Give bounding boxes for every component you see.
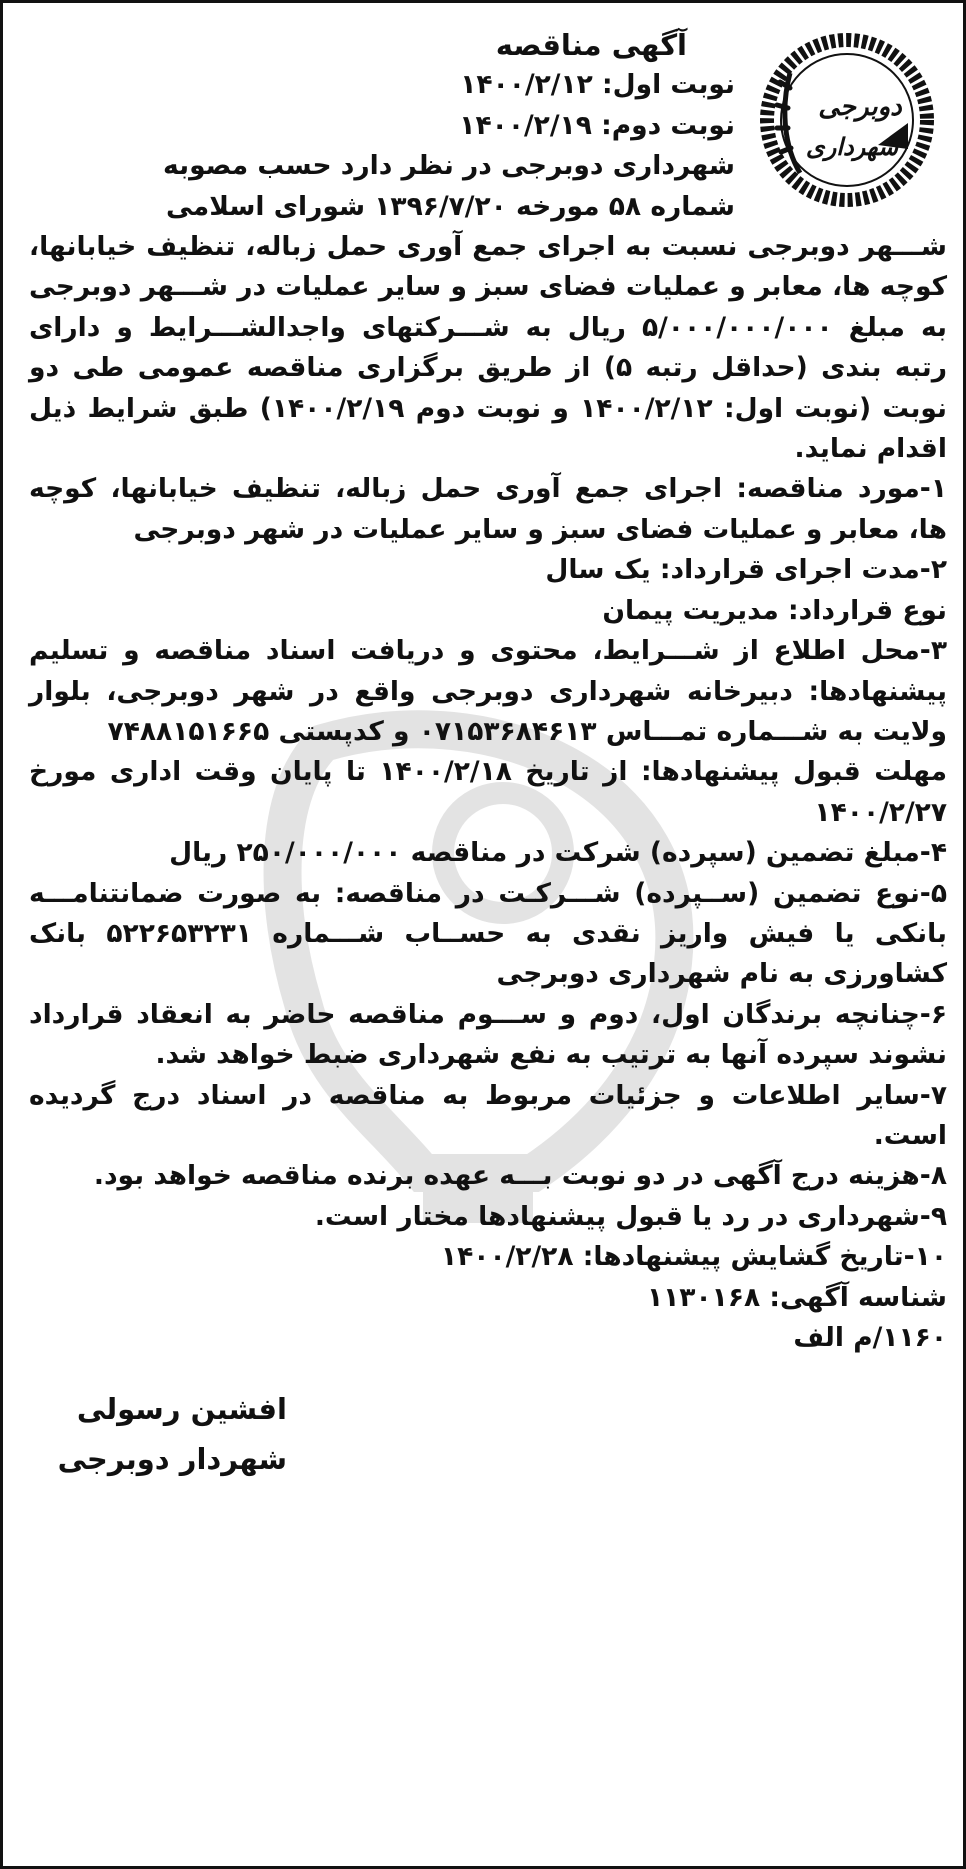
ad-reference: ۱۱۶۰/م الف xyxy=(793,1322,947,1353)
item-1-subject: ۱-مورد مناقصه: اجرای جمع آوری حمل زباله، تنظیف خیابانها، کوچه ها، معابر و عملیات فضای سبز و سایر عملیات در شهر دوبرجی xyxy=(29,473,947,545)
item-10-opening-date: ۱۰-تاریخ گشایش پیشنهادها: ۱۴۰۰/۲/۲۸ xyxy=(440,1241,947,1273)
notice-body xyxy=(29,25,947,1484)
signer-title: شهردار دوبرجی xyxy=(57,1442,287,1477)
first-round-date: نوبت اول: ۱۴۰۰/۲/۱۲ xyxy=(460,69,735,101)
signature-block xyxy=(29,1384,947,1484)
logo-text-bottom: شهرداری xyxy=(805,133,899,161)
item-4-guarantee-amount: ۴-مبلغ تضمین (سپرده) شرکت در مناقصه ۲۵۰/۰۰۰/۰۰۰ ریال xyxy=(169,837,947,869)
signer-name: افشین رسولی xyxy=(76,1392,287,1427)
item-3-documents-location: ۳-محل اطلاع از شـــرایط، محتوی و دریافت اسناد مناقصه و تسلیم پیشنهادها: دبیرخانه شهرداری دوبرجی واقع در شهر دوبرجی، بلوار ولایت به شـــماره تمـــاس ۰۷۱۵۳۶۸۴۶۱۳ و کدپستی ۷۴۸۸۱۵۱۶۶۵ xyxy=(29,635,947,747)
intro-line-1: شهرداری دوبرجی در نظر دارد حسب مصوبه xyxy=(163,150,735,182)
submission-deadline: مهلت قبول پیشنهادها: از تاریخ ۱۴۰۰/۲/۱۸ تا پایان وقت اداری مورخ ۱۴۰۰/۲/۲۷ xyxy=(29,756,947,828)
second-round-date: نوبت دوم: ۱۴۰۰/۲/۱۹ xyxy=(459,109,735,141)
item-7-other-info: ۷-سایر اطلاعات و جزئیات مربوط به مناقصه در اسناد درج گردیده است. xyxy=(29,1079,947,1151)
ad-id: شناسه آگهی: ۱۱۳۰۱۶۸ xyxy=(646,1281,947,1313)
intro-paragraph: شـــهر دوبرجی نسبت به اجرای جمع آوری حمل زباله، تنظیف خیابانها، کوچه ها، معابر و عملیات فضای سبز و سایر عملیات در شـــهر دوبرجی به مبلغ ۵/۰۰۰/۰۰۰/۰۰۰ ریال به شـــرکتهای واجدالشـــرایط و دارای رتبه بندی (حداقل رتبه ۵) از طریق برگزاری مناقصه عمومی طی دو نوبت (نوبت اول: ۱۴۰۰/۲/۱۲ و نوبت دوم ۱۴۰۰/۲/۱۹) طبق شرایط ذیل اقدام نماید. xyxy=(29,231,947,465)
item-6-forfeit-clause: ۶-چنانچه برندگان اول، دوم و ســـوم مناقصه حاضر به انعقاد قرارداد نشوند سپرده آنها به ترتیب به نفع شهرداری ضبط خواهد شد. xyxy=(29,998,947,1071)
item-8-ad-cost: ۸-هزینه درج آگهی در دو نوبت بـــه عهده برنده مناقصه خواهد بود. xyxy=(93,1160,947,1192)
item-5-guarantee-type: ۵-نوع تضمین (ســپرده) شـــرکـت در مناقصه: به صورت ضمانتنامـــه بانکی یا فیش واریز نقدی به حســاب شـــماره ۵۲۲۶۵۳۲۳۱ بانک کشاورزی به نام شهرداری دوبرجی xyxy=(29,877,947,990)
item-9-rejection-right: ۹-شهرداری در رد یا قبول پیشنهادها مختار است. xyxy=(314,1200,947,1232)
logo-text-top: دوبرجی xyxy=(818,92,902,122)
contract-type: نوع قرارداد: مدیریت پیمان xyxy=(602,594,947,626)
intro-line-2: شماره ۵۸ مورخه ۱۳۹۶/۷/۲۰ شورای اسلامی xyxy=(166,190,735,222)
item-2-duration: ۲-مدت اجرای قرارداد: یک سال xyxy=(545,554,947,586)
notice-title: آگهی مناقصه xyxy=(495,28,687,62)
